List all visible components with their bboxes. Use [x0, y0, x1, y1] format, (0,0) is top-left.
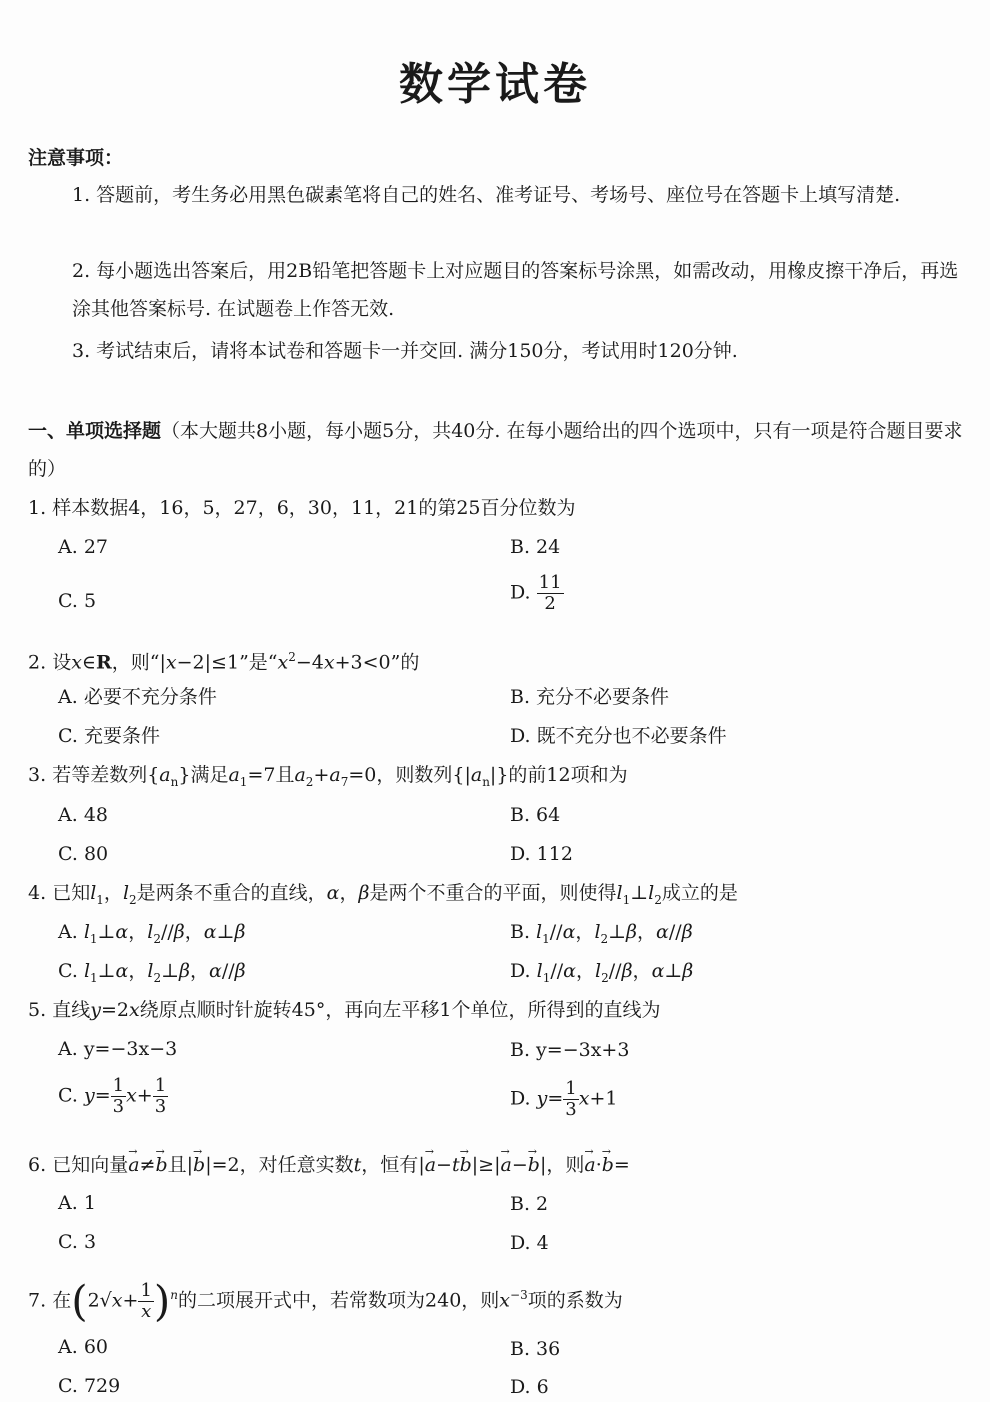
q6-option-b: B. 2 — [510, 1193, 549, 1215]
q2-option-a: A. 必要不充分条件 — [58, 686, 217, 708]
q7-option-d: D. 6 — [510, 1376, 549, 1398]
q6-option-d: D. 4 — [510, 1232, 549, 1254]
q4-option-b: B. $l_1//\alpha$，$l_2\perp\beta$，α//β — [510, 921, 693, 946]
q4-option-c: C. $l_1\perp\alpha$，$l_2\perp\beta$，α//β — [58, 960, 246, 985]
q5-option-b: B. y=−3x+3 — [510, 1039, 630, 1061]
section-1-header — [28, 412, 978, 488]
notice-item-1: 1. 答题前，考生务必用黑色碳素笔将自己的姓名、准考证号、考场号、座位号在答题卡上填写清楚. — [72, 184, 901, 206]
question-3: 3. 若等差数列$\{a_n\}$满足$a_1=7$且$a_2+a_7=0$，则数列$\{|a_n|\}$的前12项和为 — [28, 764, 628, 789]
question-1: 1. 样本数据4，16，5，27，6，30，11，21的第25百分位数为 — [28, 497, 576, 519]
q1-option-c: C. 5 — [58, 590, 97, 612]
section-1-description: （本大题共8小题，每小题5分，共40分. 在每小题给出的四个选项中，只有一项是符合题目要求的） — [28, 420, 963, 480]
q3-option-b: B. 64 — [510, 804, 561, 826]
question-6: 6. 已知向量→ a≠→ b且|→ b|=2，对任意实数t，恒有|→ a−t→ b|≥|→ a−→ b|，则→ a·→ b= — [28, 1150, 968, 1180]
q7-option-c: C. 729 — [58, 1375, 121, 1397]
notice-heading: 注意事项： — [28, 147, 124, 169]
question-4: 4. 已知$l_1$，$l_2$是两条不重合的直线，α，β是两个不重合的平面，则使得$l_1\perp l_2$成立的是 — [28, 882, 738, 907]
q1-option-b: B. 24 — [510, 536, 561, 558]
q4-option-d: D. $l_1//\alpha$，$l_2//\beta$，α⊥β — [510, 960, 694, 985]
q6-option-a: A. 1 — [58, 1192, 96, 1214]
question-7: 7. 在(2√x+ $\frac{1}{x}$ )$^n$的二项展开式中，若常数项为240，则$x^{-3}$项的系数为 — [28, 1276, 623, 1326]
q6-option-c: C. 3 — [58, 1231, 97, 1253]
q5-option-a: A. y=−3x−3 — [58, 1038, 178, 1060]
q2-option-c: C. 充要条件 — [58, 725, 160, 747]
question-5: 5. 直线y=2x绕原点顺时针旋转45°，再向左平移1个单位，所得到的直线为 — [28, 999, 661, 1021]
q2-option-d: D. 既不充分也不必要条件 — [510, 725, 727, 747]
q7-option-a: A. 60 — [58, 1336, 108, 1358]
q1-option-a: A. 27 — [58, 536, 108, 558]
q1-option-d: D. $\frac{11}{2}$ — [510, 572, 562, 614]
notice-item-3: 3. 考试结束后，请将本试卷和答题卡一并交回. 满分150分，考试用时120分钟. — [72, 340, 738, 362]
section-1-heading: 一、单项选择题 — [28, 420, 162, 442]
q5-option-d: D. y= $\frac{1}{3}$ x+1 — [510, 1078, 618, 1120]
q3-option-d: D. 112 — [510, 843, 573, 865]
notice-item-2: 2. 每小题选出答案后，用2B铅笔把答题卡上对应题目的答案标号涂黑，如需改动，用橡皮擦干净后，再选涂其他答案标号. 在试题卷上作答无效. — [72, 260, 959, 320]
fraction-11-2: $\frac{11}{2}$ — [538, 572, 562, 614]
q3-option-a: A. 48 — [58, 804, 108, 826]
q5-option-c: C. y= $\frac{1}{3}$ x+ $\frac{1}{3}$ — [58, 1075, 167, 1117]
q7-option-b: B. 36 — [510, 1338, 561, 1360]
q4-option-a: A. $l_1\perp\alpha$，$l_2//\beta$，α⊥β — [58, 921, 246, 946]
q3-option-c: C. 80 — [58, 843, 109, 865]
question-2: 2. 设x∈R，则“|x−2|≤1”是“$x^2-4x+3<0$”的 — [28, 650, 420, 674]
q2-option-b: B. 充分不必要条件 — [510, 686, 670, 708]
exam-title: 数学试卷 — [399, 59, 591, 110]
